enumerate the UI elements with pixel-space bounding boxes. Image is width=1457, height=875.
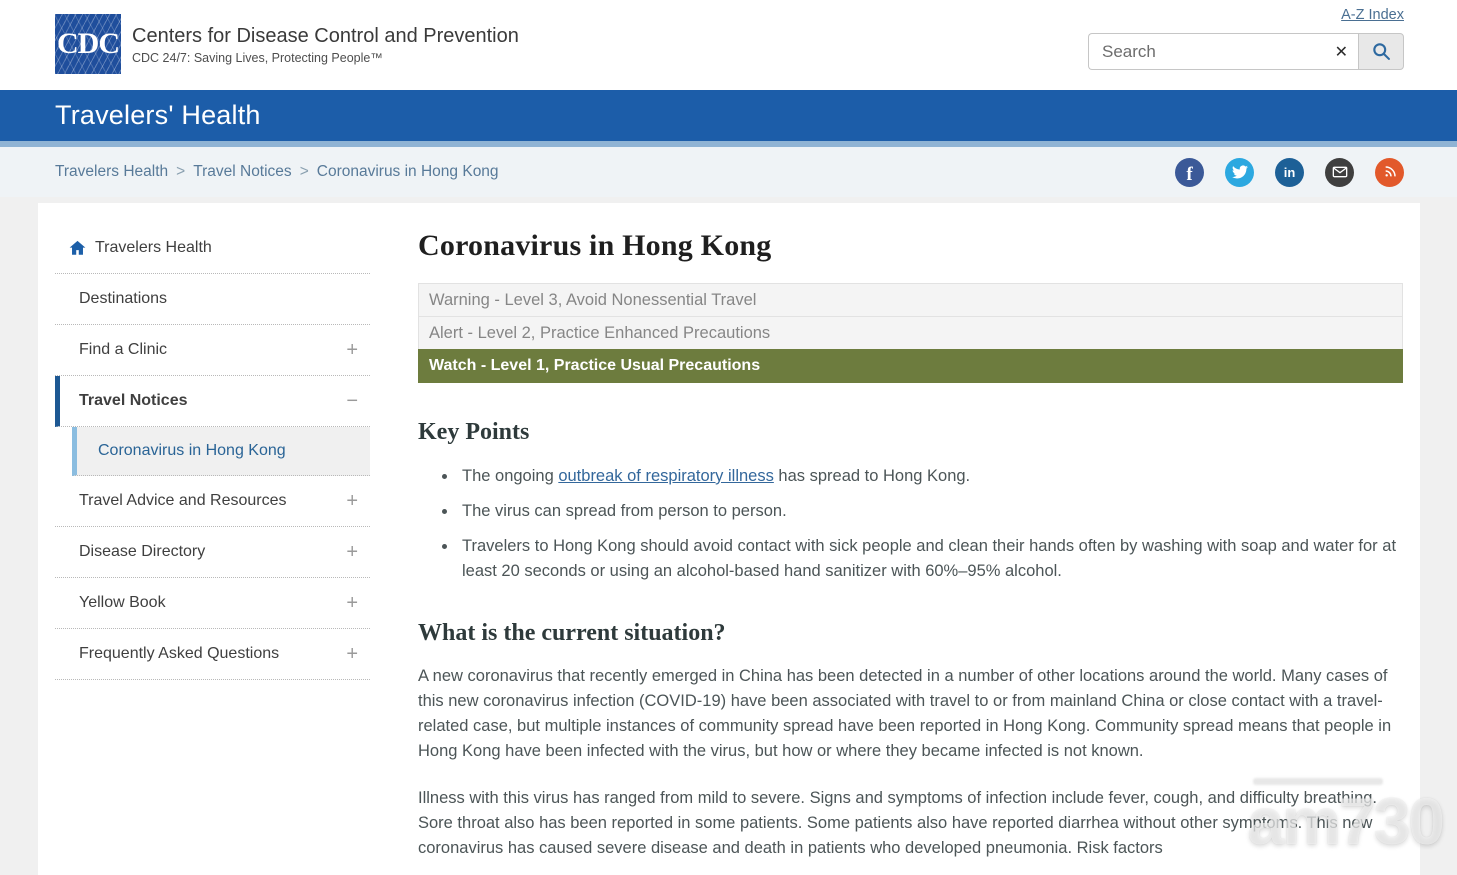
collapse-icon[interactable]: −: [346, 389, 358, 412]
expand-icon[interactable]: +: [346, 540, 358, 563]
content-panel: [38, 203, 1420, 875]
sidebar-item-label: Frequently Asked Questions: [79, 645, 280, 662]
sidebar-item-label: Yellow Book: [79, 594, 166, 611]
notice-level-alert: Alert - Level 2, Practice Enhanced Precautions: [418, 316, 1403, 350]
watermark-logo-text: am730: [1247, 784, 1443, 858]
sidebar-item-label: Travel Notices: [79, 392, 188, 409]
breadcrumb-link-travel-notices[interactable]: Travel Notices: [193, 163, 292, 180]
search-bar: [1088, 33, 1404, 70]
facebook-icon[interactable]: f: [1175, 158, 1204, 187]
article: [418, 203, 1403, 875]
cdc-logo-text: [132, 24, 519, 65]
site-header: [0, 0, 1457, 90]
sidebar-item-travelers-health-home[interactable]: [55, 223, 370, 274]
expand-icon[interactable]: +: [346, 338, 358, 361]
expand-icon[interactable]: +: [346, 642, 358, 665]
situation-paragraph: A new coronavirus that recently emerged in China has been detected in a number of other locations around the world. Many cases of this new coronavirus infection (COVID-19) have been associated with travel to or from mainland China or close contact with a travel-related case, but multiple instances of community spread have been reported in Hong Kong. Community spread means that people in Hong Kong have been infected with the virus, but how or where they became infected is not known.: [418, 667, 1392, 760]
left-nav: [38, 203, 370, 875]
sidebar-item-find-a-clinic[interactable]: [55, 325, 370, 376]
az-index-link[interactable]: A-Z Index: [1341, 7, 1404, 23]
search-icon: [1371, 41, 1392, 62]
site-title: Centers for Disease Control and Prevention: [132, 24, 519, 47]
key-point-item: [458, 464, 1403, 489]
key-point-item: [458, 499, 1403, 524]
expand-icon[interactable]: +: [346, 489, 358, 512]
sidebar-item-travel-notices[interactable]: [55, 376, 370, 427]
outbreak-link[interactable]: outbreak of respiratory illness: [558, 467, 774, 485]
key-point-text: The ongoing: [462, 467, 559, 485]
key-point-text: The virus can spread from person to person.: [462, 502, 787, 520]
expand-icon[interactable]: +: [346, 591, 358, 614]
section-banner: [0, 90, 1457, 147]
search-input-box: [1088, 33, 1358, 70]
twitter-icon[interactable]: [1225, 158, 1254, 187]
sidebar-item-disease-directory[interactable]: [55, 527, 370, 578]
situation-paragraph: Illness with this virus has ranged from mild to severe. Signs and symptoms of infection include fever, cough, and difficulty breathing. Sore throat also has been reported in some patients. Some patients also have reported diarrhea without other symptoms. This new coronavirus has caused severe disease and death in patients who developed pneumonia. Risk factors: [418, 789, 1378, 857]
notice-level-bars: [418, 283, 1403, 383]
sidebar-item-label: Destinations: [79, 290, 168, 307]
notice-level-watch-active: Watch - Level 1, Practice Usual Precautions: [418, 349, 1403, 383]
sidebar-item-destinations[interactable]: [55, 274, 370, 325]
breadcrumb-bar: [0, 147, 1457, 197]
cdc-logo-icon: CDC: [55, 14, 121, 74]
site-tagline: CDC 24/7: Saving Lives, Protecting People™: [132, 50, 383, 65]
breadcrumb-current-page[interactable]: Coronavirus in Hong Kong: [316, 163, 499, 180]
sidebar-item-label: Travel Advice and Resources: [79, 492, 287, 509]
sidebar-item-travel-advice-and-resources[interactable]: [55, 476, 370, 527]
page-title: Coronavirus in Hong Kong: [418, 229, 772, 262]
clear-search-icon[interactable]: ✕: [1334, 43, 1348, 61]
sidebar-item-frequently-asked-questions[interactable]: [55, 629, 370, 680]
sidebar-item-label: Coronavirus in Hong Kong: [98, 442, 286, 459]
key-points-heading: Key Points: [418, 419, 530, 445]
notice-level-warning: Warning - Level 3, Avoid Nonessential Travel: [418, 283, 1403, 317]
linkedin-icon[interactable]: in: [1275, 158, 1304, 187]
home-icon: [68, 239, 87, 257]
sidebar-subitem-coronavirus-in-hong-kong[interactable]: [72, 427, 370, 476]
breadcrumb-separator: >: [299, 163, 309, 180]
sidebar-item-label: Disease Directory: [79, 543, 206, 560]
key-point-text: has spread to Hong Kong.: [773, 467, 971, 485]
sidebar-item-label: Travelers Health: [95, 239, 212, 256]
key-points-list: [458, 464, 1403, 584]
breadcrumb-separator: >: [176, 163, 186, 180]
cdc-logo[interactable]: [55, 14, 519, 74]
breadcrumb-link-travelers-health[interactable]: Travelers Health: [55, 163, 169, 180]
key-point-text: Travelers to Hong Kong should avoid contact with sick people and clean their hands often by washing with soap and water for at least 20 seconds or using an alcohol-based hand sanitizer with 60%–95% alcohol.: [462, 537, 1397, 580]
sidebar-item-label: Find a Clinic: [79, 341, 168, 358]
current-situation-heading: What is the current situation?: [418, 620, 726, 646]
search-input[interactable]: [1089, 34, 1358, 69]
syndication-icon[interactable]: [1375, 158, 1404, 187]
social-share-row: [1175, 158, 1404, 187]
email-icon[interactable]: [1325, 158, 1354, 187]
sidebar-item-yellow-book[interactable]: [55, 578, 370, 629]
search-button[interactable]: [1358, 33, 1404, 70]
section-title[interactable]: Travelers' Health: [55, 100, 261, 130]
breadcrumb: [55, 163, 499, 181]
key-point-item: [458, 534, 1403, 584]
